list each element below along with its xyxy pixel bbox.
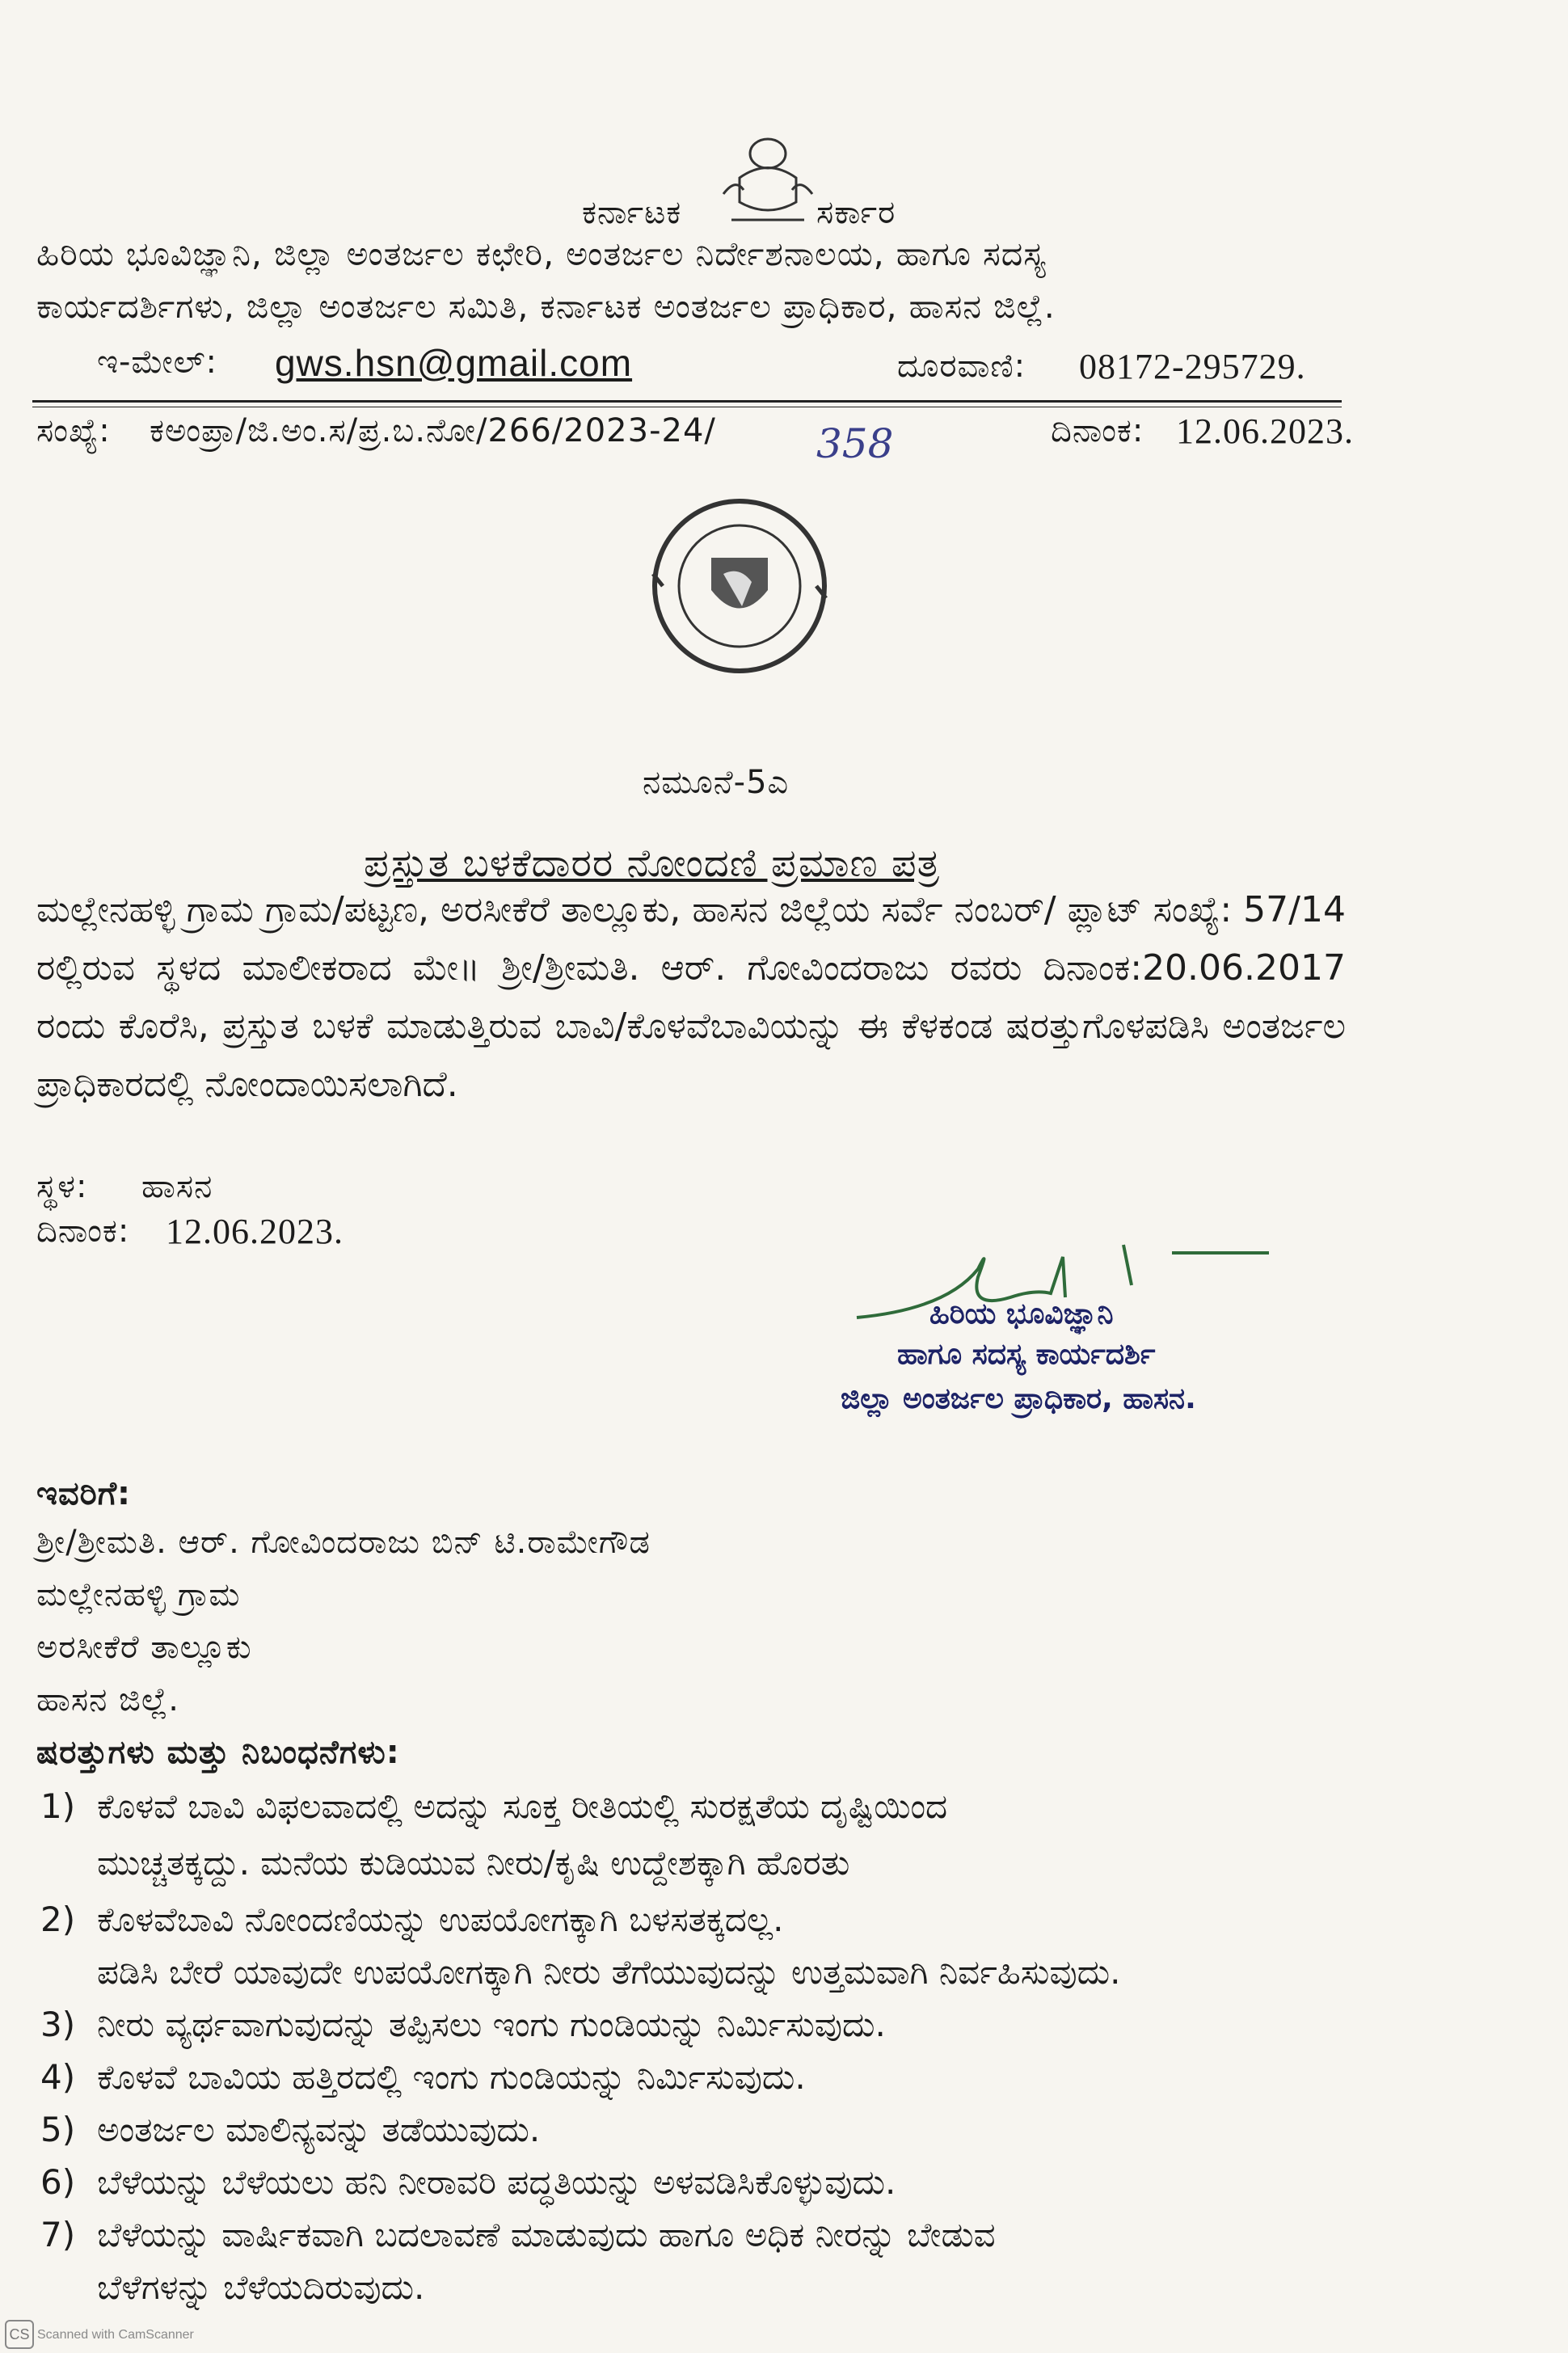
reference-label: ಸಂಖ್ಯೆ: (36, 412, 111, 449)
header-divider (32, 400, 1342, 403)
handwritten-number: 358 (816, 420, 894, 467)
condition-item: 5) ಅಂತರ್ಜಲ ಮಾಲಿನ್ಯವನ್ನು ತಡೆಯುವುದು. (40, 2110, 541, 2149)
condition-item: ಮುಚ್ಚತಕ್ಕದ್ದು. ಮನೆಯ ಕುಡಿಯುವ ನೀರು/ಕೃಷಿ ಉದ್ದೇಶಕ್ಕಾಗಿ ಹೊರತು (97, 1843, 850, 1883)
stamp-line-1: ಹಿರಿಯ ಭೂವಿಜ್ಞಾನಿ (929, 1297, 1114, 1330)
email-link[interactable]: gws.hsn@gmail.com (275, 342, 633, 384)
conditions-heading: ಷರತ್ತುಗಳು ಮತ್ತು ನಿಬಂಧನೆಗಳು: (36, 1734, 400, 1771)
recipient-label: ಇವರಿಗೆ: (36, 1475, 132, 1512)
govt-name-right: ಸರ್ಕಾರ (816, 194, 896, 231)
form-number: ನಮೂನೆ-5ಎ (643, 764, 790, 801)
condition-item: 7) ಬೆಳೆಯನ್ನು ವಾರ್ಷಿಕವಾಗಿ ಬದಲಾವಣೆ ಮಾಡುವುದು ಹಾಗೂ ಅಧಿಕ ನೀರನ್ನು ಬೇಡುವ (40, 2215, 996, 2254)
office-line-2: ಕಾರ್ಯದರ್ಶಿಗಳು, ಜಿಲ್ಲಾ ಅಂತರ್ಜಲ ಸಮಿತಿ, ಕರ್ನಾಟಕ ಅಂತರ್ಜಲ ಪ್ರಾಧಿಕಾರ, ಹಾಸನ ಜಿಲ್ಲೆ. (36, 287, 1056, 326)
reference-date: 12.06.2023. (1176, 411, 1354, 451)
reference-date-label: ದಿನಾಂಕ: (1051, 412, 1144, 449)
recipient-line: ಶ್ರೀ/ಶ್ರೀಮತಿ. ಆರ್. ಗೋವಿಂದರಾಜು ಬಿನ್ ಟಿ.ರಾಮೇಗೌಡ (36, 1524, 651, 1561)
place-label: ಸ್ಥಳ: (36, 1168, 88, 1205)
recipient-line: ಅರಸೀಕೆರೆ ತಾಲ್ಲೂಕು (36, 1629, 252, 1666)
stamp-line-3: ಜಿಲ್ಲಾ ಅಂತರ್ಜಲ ಪ್ರಾಧಿಕಾರ, ಹಾಸನ. (841, 1382, 1196, 1415)
reference-number: ಕಅಂಪ್ರಾ/ಜಿ.ಅಂ.ಸ/ಪ್ರ.ಬ.ನೋ/266/2023-24/ (150, 412, 716, 449)
issue-date: 12.06.2023. (166, 1212, 344, 1251)
recipient-line: ಮಲ್ಲೇನಹಳ್ಳಿ ಗ್ರಾಮ (36, 1576, 241, 1613)
scanner-footer-text: Scanned with CamScanner (37, 2328, 194, 2342)
certificate-body: ಮಲ್ಲೇನಹಳ್ಳಿ ಗ್ರಾಮ ಗ್ರಾಮ/ಪಟ್ಟಣ, ಅರಸೀಕೆರೆ ತಾಲ್ಲೂಕು, ಹಾಸನ ಜಿಲ್ಲೆಯ ಸರ್ವೆ ನಂಬರ್/ ಪ್ಲಾಟ್ ಸಂಖ್ಯೆ: 57/14 ರಲ್ಲಿರುವ ಸ್ಥಳದ ಮಾಲೀಕರಾದ ಮೇ॥ ಶ್ರೀ/ಶ್ರೀಮತಿ. ಆರ್. ಗೋವಿಂದರಾಜು ರವರು ದಿನಾಂಕ:20.06.2017 ರಂದು ಕೊರೆಸಿ, ಪ್ರಸ್ತುತ ಬಳಕೆ ಮಾಡುತ್ತಿರುವ ಬಾವಿ/ಕೊಳವೆಬಾವಿಯನ್ನು ಈ ಕೆಳಕಂಡ ಷರತ್ತುಗೊಳಪಡಿಸಿ ಅಂತರ್ಜಲ ಪ್ರಾಧಿಕಾರದಲ್ಲಿ ನೋಂದಾಯಿಸಲಾಗಿದೆ. (36, 889, 1346, 1105)
office-line-1: ಹಿರಿಯ ಭೂವಿಜ್ಞಾನಿ, ಜಿಲ್ಲಾ ಅಂತರ್ಜಲ ಕಛೇರಿ, ಅಂತರ್ಜಲ ನಿರ್ದೇಶನಾಲಯ, ಹಾಗೂ ಸದಸ್ಯ (36, 234, 1047, 273)
govt-name-left: ಕರ್ನಾಟಕ (582, 194, 682, 231)
camscanner-badge-icon: CS (5, 2320, 34, 2349)
phone-number: 08172-295729. (1079, 347, 1306, 386)
condition-item: 1) ಕೊಳವೆ ಬಾವಿ ವಿಫಲವಾದಲ್ಲಿ ಅದನ್ನು ಸೂಕ್ತ ರೀತಿಯಲ್ಲಿ ಸುರಕ್ಷತೆಯ ದೃಷ್ಟಿಯಿಂದ (40, 1786, 948, 1826)
condition-item: 6) ಬೆಳೆಯನ್ನು ಬೆಳೆಯಲು ಹನಿ ನೀರಾವರಿ ಪದ್ಧತಿಯನ್ನು ಅಳವಡಿಸಿಕೊಳ್ಳುವುದು. (40, 2162, 896, 2202)
place-value: ಹಾಸನ (141, 1168, 213, 1205)
issue-date-label: ದಿನಾಂಕ: (36, 1212, 130, 1250)
phone-label: ದೂರವಾಣಿ: (897, 348, 1026, 385)
condition-item: 2) ಕೊಳವೆಬಾವಿ ನೋಂದಣಿಯನ್ನು ಉಪಯೋಗಕ್ಕಾಗಿ ಬಳಸತಕ್ಕದಲ್ಲ. (40, 1900, 784, 1939)
groundwater-authority-logo-icon (647, 493, 832, 679)
condition-item: ಬೆಳೆಗಳನ್ನು ಬೆಳೆಯದಿರುವುದು. (97, 2267, 425, 2307)
condition-item: ಪಡಿಸಿ ಬೇರೆ ಯಾವುದೇ ಉಪಯೋಗಕ್ಕಾಗಿ ನೀರು ತೆಗೆಯುವುದನ್ನು ಉತ್ತಮವಾಗಿ ನಿರ್ವಹಿಸುವುದು. (97, 1952, 1121, 1992)
certificate-title: ಪ್ರಸ್ತುತ ಬಳಕೆದಾರರ ನೋಂದಣಿ ಪ್ರಮಾಣ ಪತ್ರ (364, 841, 941, 886)
condition-item: 4) ಕೊಳವೆ ಬಾವಿಯ ಹತ್ತಿರದಲ್ಲಿ ಇಂಗು ಗುಂಡಿಯನ್ನು ನಿರ್ಮಿಸುವುದು. (40, 2057, 806, 2097)
recipient-line: ಹಾಸನ ಜಿಲ್ಲೆ. (36, 1681, 179, 1718)
condition-item: 3) ನೀರು ವ್ಯರ್ಥವಾಗುವುದನ್ನು ತಪ್ಪಿಸಲು ಇಂಗು ಗುಂಡಿಯನ್ನು ನಿರ್ಮಿಸುವುದು. (40, 2005, 886, 2044)
stamp-line-2: ಹಾಗೂ ಸದಸ್ಯ ಕಾರ್ಯದರ್ಶಿ (897, 1338, 1156, 1371)
state-emblem-icon (707, 129, 828, 226)
email-label: ಇ-ಮೇಲ್: (97, 344, 217, 381)
